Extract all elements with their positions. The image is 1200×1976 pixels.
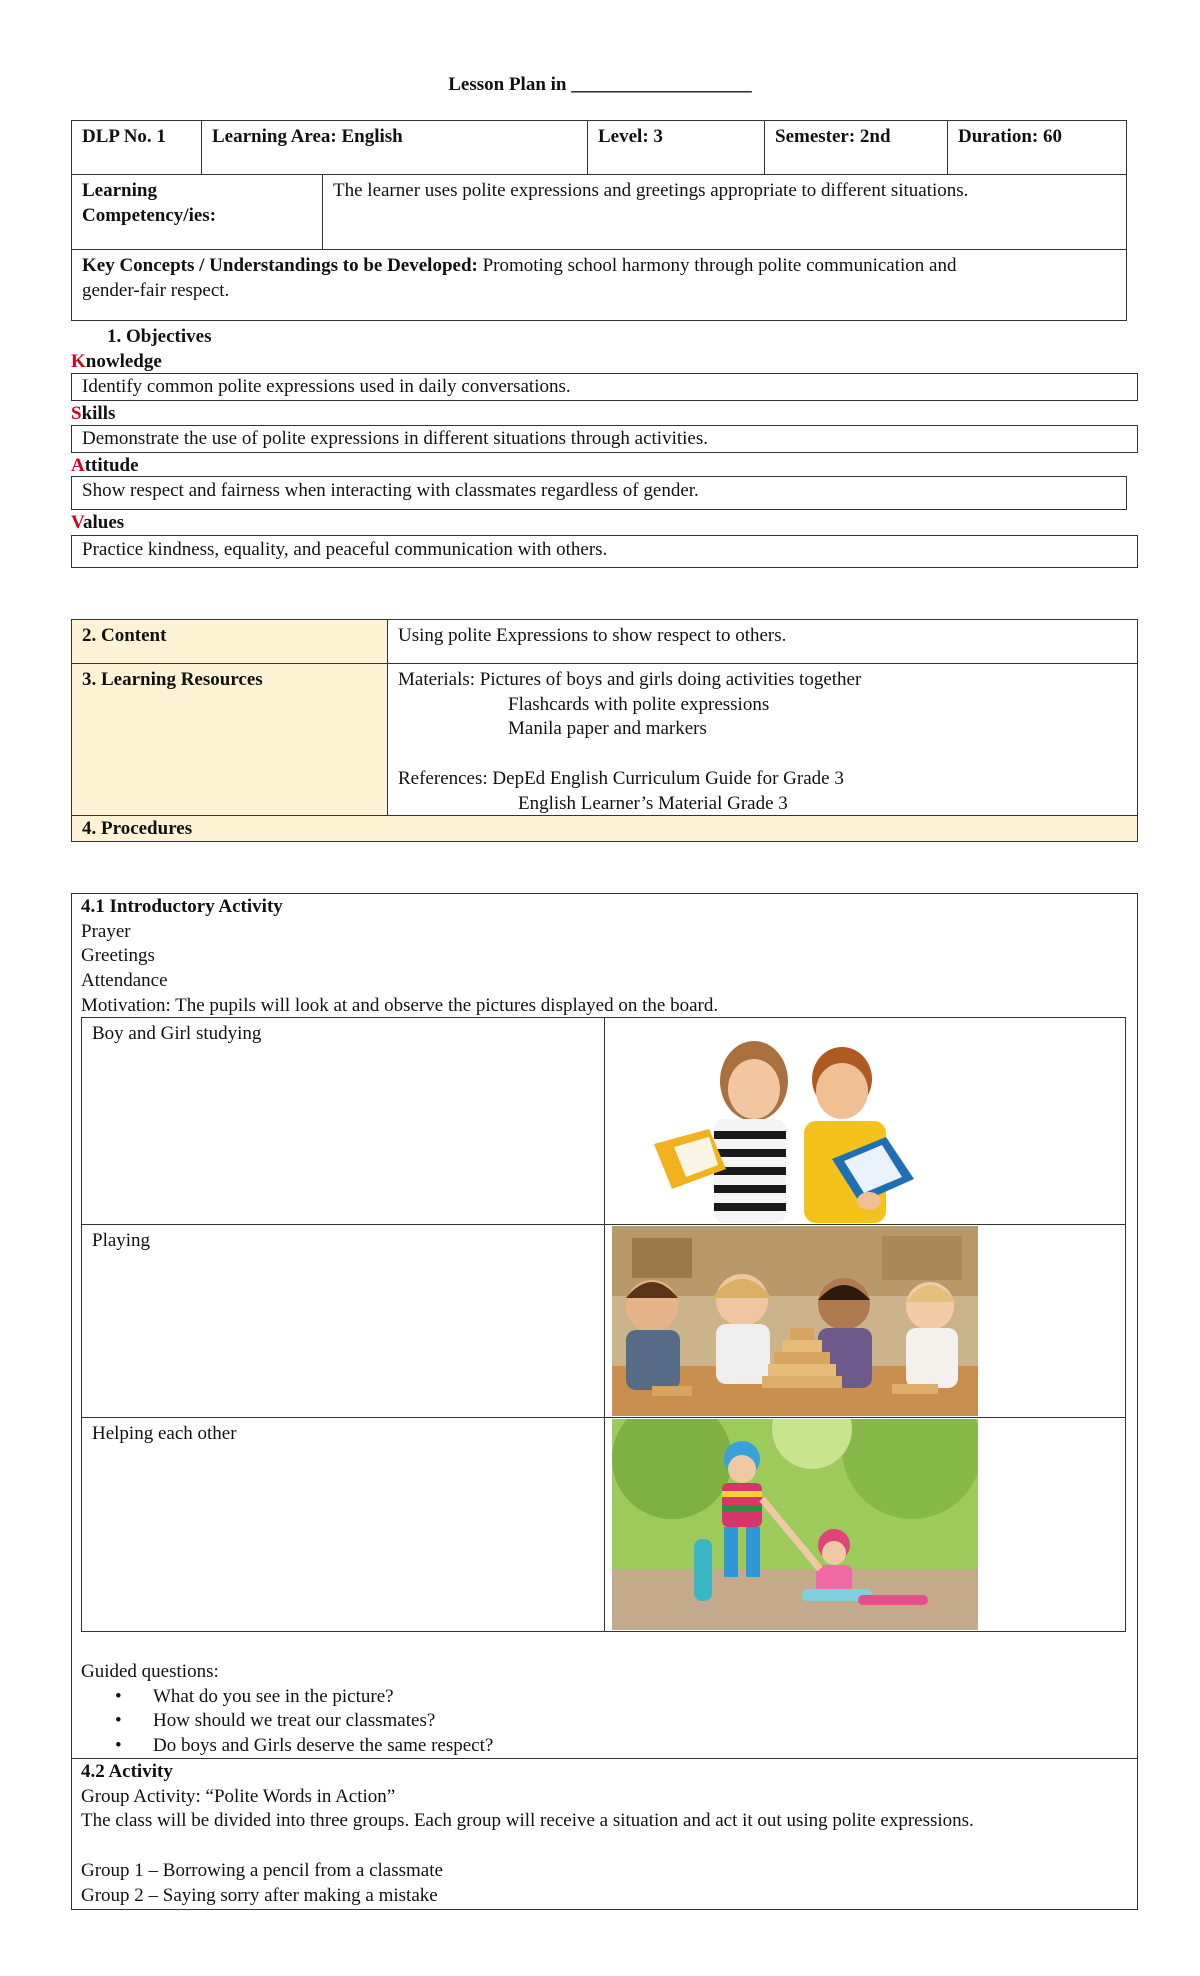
playing-illustration	[612, 1226, 978, 1416]
skills-label	[71, 402, 115, 427]
key-concepts-text-2: gender-fair respect.	[82, 279, 230, 301]
competency-label-cell	[71, 174, 323, 250]
picture-label-playing: Playing	[81, 1224, 605, 1418]
guided-questions	[81, 1660, 1131, 1759]
attitude-box: Show respect and fairness when interacting with classmates regardless of gender.	[71, 476, 1127, 510]
guided-question-list	[81, 1685, 1131, 1759]
content-text-cell: Using polite Expressions to show respect to others.	[387, 619, 1138, 664]
semester-cell: Semester: 2nd	[764, 120, 948, 175]
playing-photo	[612, 1226, 978, 1416]
studying-illustration	[614, 1019, 972, 1223]
picture-label-studying: Boy and Girl studying	[81, 1017, 605, 1225]
procedures-cell: 4. Procedures	[71, 815, 1138, 842]
activity-group-2: Group 2 – Saying sorry after making a mistake	[81, 1884, 438, 1906]
values-box: Practice kindness, equality, and peaceful communication with others.	[71, 535, 1138, 568]
objectives-heading: 1. Objectives	[107, 326, 212, 347]
activity-group-1: Group 1 – Borrowing a pencil from a classmate	[81, 1860, 443, 1882]
studying-photo	[614, 1019, 972, 1223]
competency-label-2: Competency/ies:	[82, 204, 217, 226]
knowledge-initial: K	[71, 351, 86, 372]
page-title: Lesson Plan in ___________________	[448, 74, 752, 95]
competency-label-1: Learning	[82, 180, 157, 201]
picture-label-helping: Helping each other	[81, 1417, 605, 1632]
guided-question-1: • What do you see in the picture?	[153, 1685, 1131, 1710]
values-rest: alues	[82, 512, 125, 533]
values-initial: V	[71, 512, 83, 533]
materials-line-1: Materials: Pictures of boys and girls doing activities together	[398, 669, 862, 690]
intro-line-attendance: Attendance	[81, 970, 168, 992]
key-concepts-label: Key Concepts / Understandings to be Developed:	[82, 255, 478, 276]
skills-initial: S	[71, 403, 82, 424]
knowledge-label	[71, 350, 162, 375]
guided-label: Guided questions:	[81, 1661, 219, 1682]
references-line-1: References: DepEd English Curriculum Guide for Grade 3	[398, 768, 844, 790]
helping-illustration	[612, 1419, 978, 1630]
attitude-label	[71, 454, 139, 479]
key-concepts-cell	[71, 249, 1127, 321]
content-label-cell: 2. Content	[71, 619, 388, 664]
level-cell: Level: 3	[587, 120, 765, 175]
intro-heading: 4.1 Introductory Activity	[81, 896, 283, 917]
materials-line-3: Manila paper and markers	[508, 718, 707, 740]
key-concepts-text-1: Promoting school harmony through polite communication and	[477, 255, 957, 276]
attitude-rest: ttitude	[84, 455, 139, 476]
activity-heading: 4.2 Activity	[81, 1761, 173, 1782]
knowledge-rest: nowledge	[85, 351, 162, 372]
resources-label-cell: 3. Learning Resources	[71, 663, 388, 816]
intro-motivation: Motivation: The pupils will look at and observe the pictures displayed on the board.	[81, 994, 719, 1016]
learning-area-cell: Learning Area: English	[201, 120, 588, 175]
materials-line-2: Flashcards with polite expressions	[508, 693, 770, 715]
skills-box: Demonstrate the use of polite expressions in different situations through activities.	[71, 425, 1138, 453]
dlp-cell: DLP No. 1	[71, 120, 202, 175]
activity-title: Group Activity: “Polite Words in Action”	[81, 1785, 396, 1807]
guided-question-3: • Do boys and Girls deserve the same respect?	[153, 1734, 1131, 1759]
duration-cell: Duration: 60	[947, 120, 1127, 175]
resources-text-cell	[387, 663, 1138, 816]
helping-photo	[612, 1419, 978, 1630]
knowledge-box: Identify common polite expressions used in daily conversations.	[71, 373, 1138, 401]
intro-activity-text	[81, 895, 1131, 1018]
references-line-2: English Learner’s Material Grade 3	[518, 792, 788, 814]
values-label	[71, 511, 124, 536]
activity-description: The class will be divided into three groups. Each group will receive a situation and act it out using polite expressions.	[81, 1810, 974, 1832]
competency-text-cell: The learner uses polite expressions and greetings appropriate to different situations.	[322, 174, 1127, 250]
guided-question-2: • How should we treat our classmates?	[153, 1709, 1131, 1734]
skills-rest: kills	[81, 403, 116, 424]
intro-line-prayer: Prayer	[81, 920, 131, 942]
intro-line-greetings: Greetings	[81, 945, 155, 967]
activity-text	[81, 1760, 1131, 1908]
attitude-initial: A	[71, 455, 85, 476]
